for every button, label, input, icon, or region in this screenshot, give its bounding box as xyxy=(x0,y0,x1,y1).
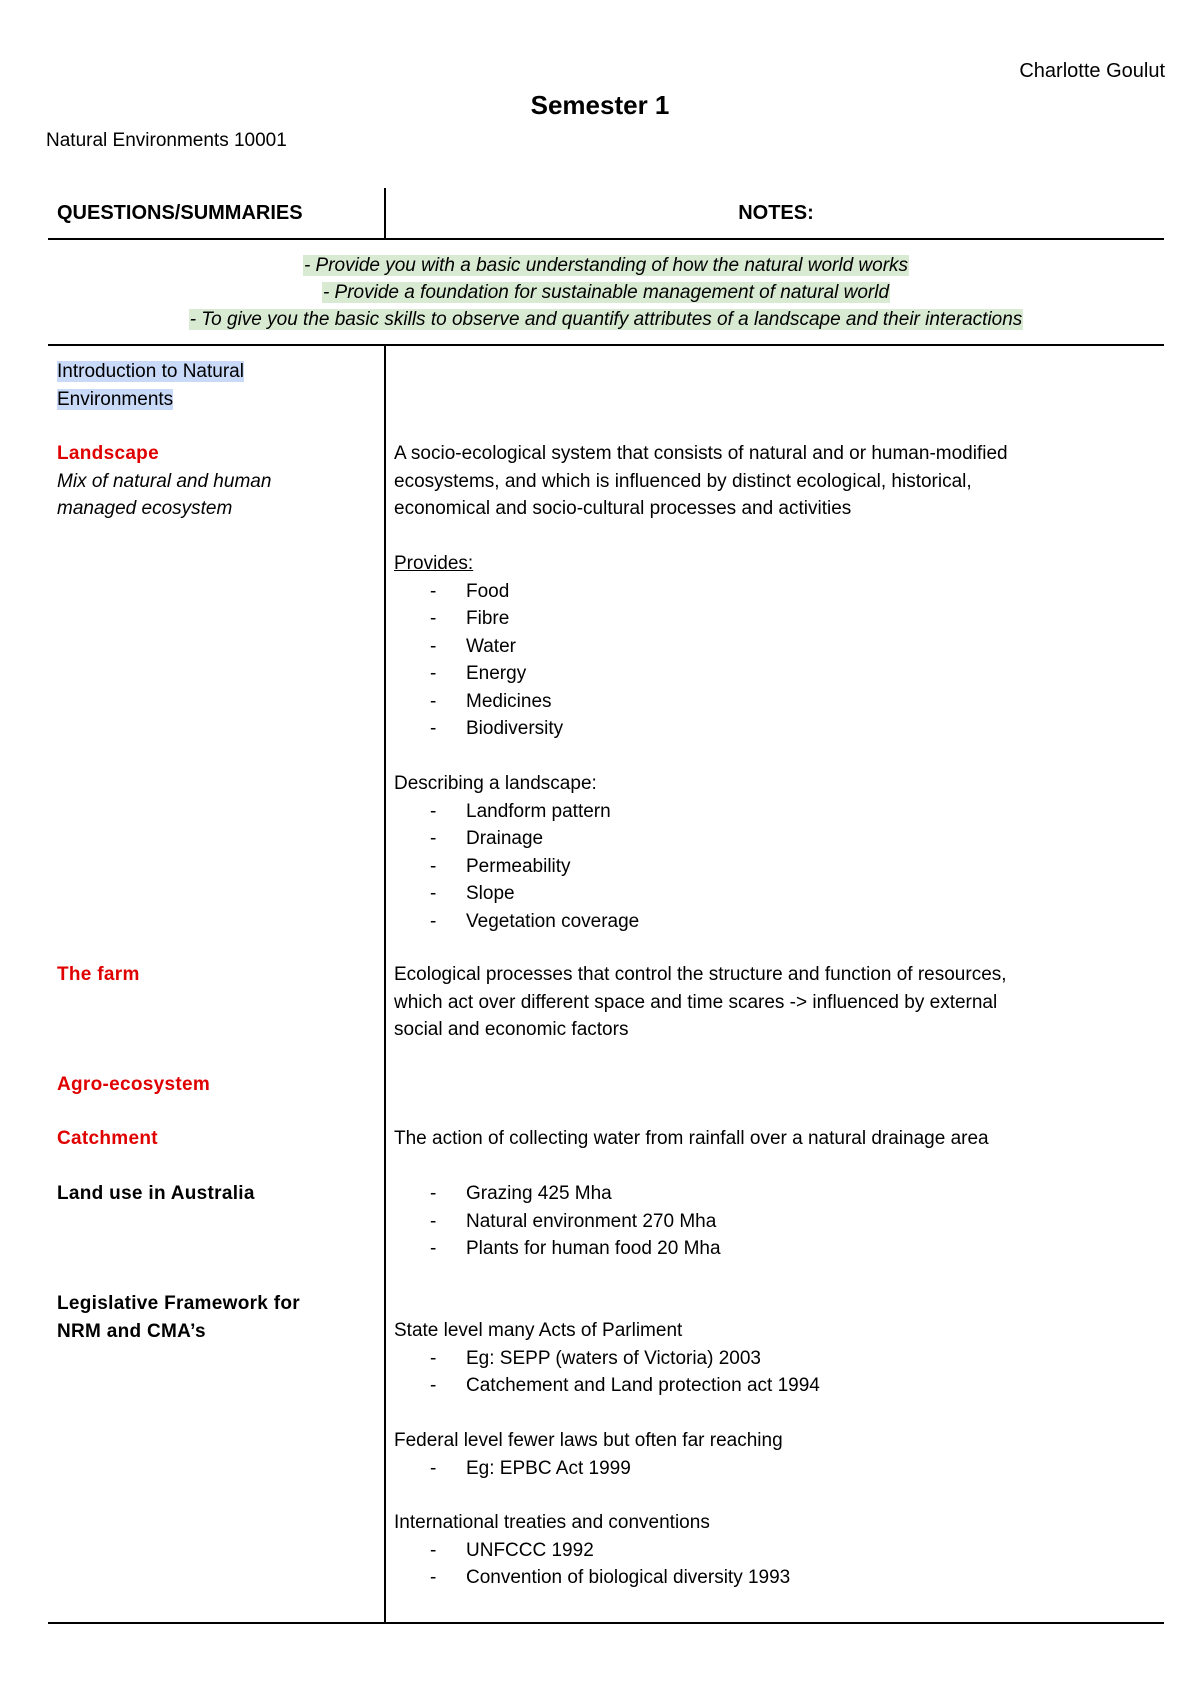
list-item: - UNFCCC 1992 xyxy=(394,1537,1154,1565)
describing-section: Describing a landscape: - Landform pattern - Drainage - Permeability - Slope - Vegetation coverage xyxy=(394,770,1154,935)
list-item: - Food xyxy=(394,578,1154,606)
list-item: - Eg: SEPP (waters of Victoria) 2003 xyxy=(394,1345,1154,1373)
farm-definition: Ecological processes that control the structure and function of resources, which act over different space and time scares -> influenced by external social and economic factors xyxy=(394,964,1007,1040)
list-item: - Drainage xyxy=(394,825,1154,853)
table-divider-header xyxy=(48,238,1164,240)
objectives-block xyxy=(48,252,1164,333)
catchment-definition: The action of collecting water from rainfall over a natural drainage area xyxy=(394,1128,989,1149)
list-item: - Medicines xyxy=(394,688,1154,716)
list-item: - Catchement and Land protection act 1994 xyxy=(394,1372,1154,1400)
course-name: Natural Environments 10001 xyxy=(46,130,287,151)
landscape-summary: Mix of natural and human xyxy=(57,470,272,492)
column-header-notes: NOTES: xyxy=(738,202,814,224)
intro-heading: Introduction to Natural Environments xyxy=(57,361,244,410)
landscape-definition: A socio-ecological system that consists of natural and or human-modified ecosystems, and which is influenced by distinct ecological, historical, economical and socio-cultural processes and activities xyxy=(394,443,1008,519)
column-divider-body xyxy=(384,346,386,1624)
term-landscape: Landscape Mix of natural and human managed ecosystem xyxy=(57,443,272,519)
list-item: - Permeability xyxy=(394,853,1154,881)
provides-section: Provides: - Food - Fibre - Water - Energy - Medicines - Biodiversity xyxy=(394,550,1154,743)
term-farm: The farm xyxy=(57,964,140,985)
table-divider-objectives xyxy=(48,344,1164,346)
list-item: - Vegetation coverage xyxy=(394,908,1154,936)
term-legislative-framework: Legislative Framework for NRM and CMA’s xyxy=(57,1293,300,1342)
term-land-use: Land use in Australia xyxy=(57,1183,255,1204)
list-item: - Eg: EPBC Act 1999 xyxy=(394,1455,1154,1483)
list-item: - Plants for human food 20 Mha xyxy=(394,1235,1154,1263)
column-header-questions: QUESTIONS/SUMMARIES xyxy=(57,202,303,224)
objective-item: - Provide you with a basic understanding of how the natural world works xyxy=(303,255,909,276)
landscape-summary: managed ecosystem xyxy=(57,498,233,519)
objective-item: - To give you the basic skills to observe and quantify attributes of a landscape and their interactions xyxy=(189,309,1023,330)
list-item: - Landform pattern xyxy=(394,798,1154,826)
objective-item: - Provide a foundation for sustainable management of natural world xyxy=(322,282,890,303)
term-agro-ecosystem: Agro-ecosystem xyxy=(57,1074,211,1095)
page-title: Semester 1 xyxy=(530,90,670,120)
table-divider-bottom xyxy=(48,1622,1164,1624)
land-use-section xyxy=(394,1180,1154,1263)
list-item: - Slope xyxy=(394,880,1154,908)
list-item: - Energy xyxy=(394,660,1154,688)
list-item: - Fibre xyxy=(394,605,1154,633)
list-item: - Natural environment 270 Mha xyxy=(394,1208,1154,1236)
list-item: - Water xyxy=(394,633,1154,661)
list-item: - Grazing 425 Mha xyxy=(394,1180,1154,1208)
federal-level-section: Federal level fewer laws but often far reaching - Eg: EPBC Act 1999 xyxy=(394,1427,1154,1482)
list-item: - Biodiversity xyxy=(394,715,1154,743)
list-item: - Convention of biological diversity 1993 xyxy=(394,1564,1154,1592)
term-catchment: Catchment xyxy=(57,1128,158,1149)
international-section: International treaties and conventions - UNFCCC 1992 - Convention of biological diversity 1993 xyxy=(394,1509,1154,1592)
author-name: Charlotte Goulut xyxy=(1019,60,1165,82)
state-level-section: State level many Acts of Parliment - Eg: SEPP (waters of Victoria) 2003 - Catchement and Land protection act 1994 xyxy=(394,1317,1154,1400)
